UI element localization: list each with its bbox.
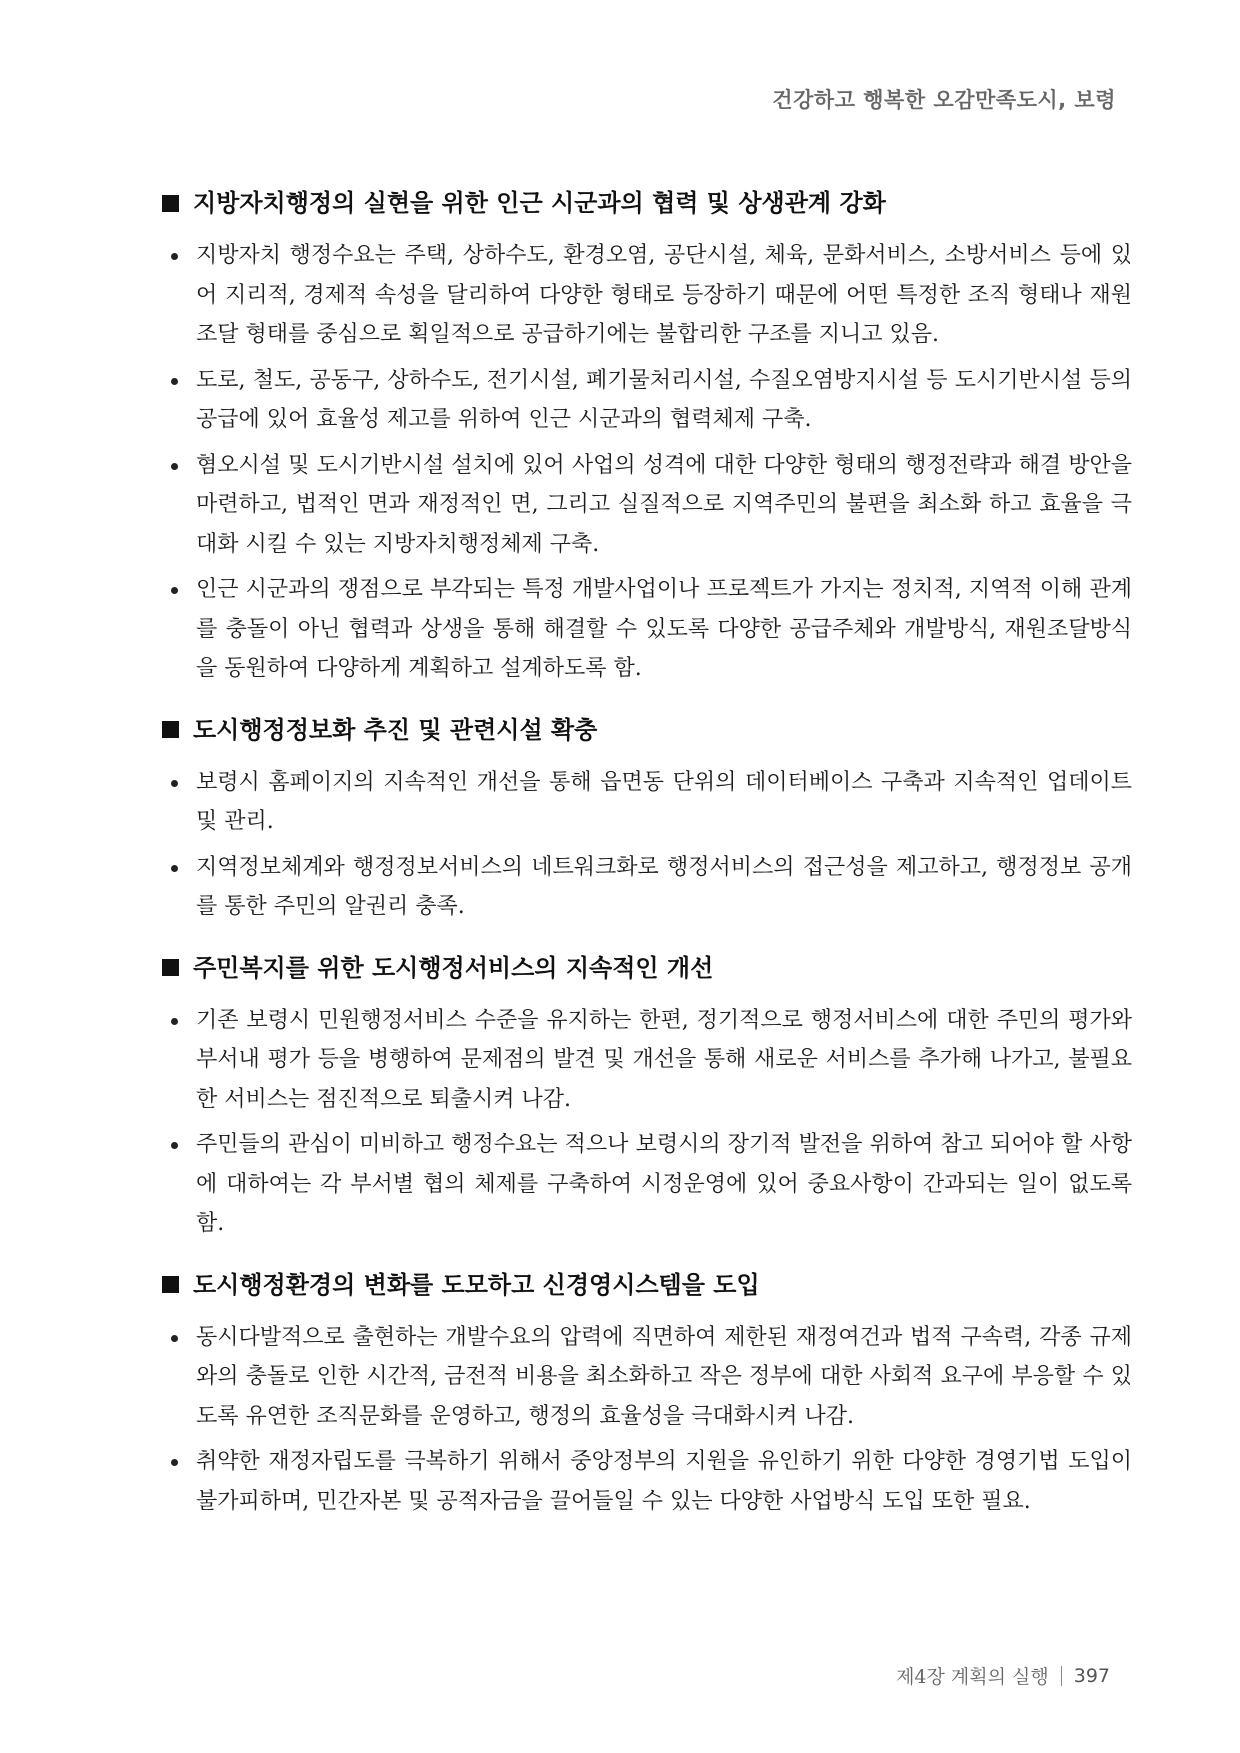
square-bullet-icon xyxy=(162,721,179,738)
page-number: 397 xyxy=(1073,1664,1110,1687)
list-item-text: 보령시 홈페이지의 지속적인 개선을 통해 읍면동 단위의 데이터베이스 구축과 지속적인 업데이트 및 관리. xyxy=(196,769,1132,834)
list-item-text: 기존 보령시 민원행정서비스 수준을 유지하는 한편, 정기적으로 행정서비스에 대한 주민의 평가와 부서내 평가 등을 병행하여 문제점의 발견 및 개선을 통해 새로운 서비스를 추가해 나가고, 불필요한 서비스는 점진적으로 퇴출시켜 나감. xyxy=(196,1007,1132,1112)
list-item xyxy=(162,848,1132,927)
list-item xyxy=(162,361,1132,440)
bullet-dot-icon xyxy=(171,1142,178,1149)
bullet-dot-icon xyxy=(171,463,178,470)
list-item-text: 주민들의 관심이 미비하고 행정수요는 적으나 보령시의 장기적 발전을 위하여 참고 되어야 할 사항에 대하여는 각 부서별 협의 체제를 구축하여 시정운영에 있어 중요사항이 간과되는 일이 없도록 함. xyxy=(196,1132,1132,1236)
bullet-dot-icon xyxy=(171,780,178,787)
section-heading-text: 지방자치행정의 실현을 위한 인근 시군과의 협력 및 상생관계 강화 xyxy=(193,189,886,217)
section-heading-text: 도시행정정보화 추진 및 관련시설 확충 xyxy=(193,715,598,744)
bullet-list xyxy=(162,763,1132,927)
section-heading xyxy=(162,1266,1132,1304)
bullet-dot-icon xyxy=(171,1459,178,1466)
list-item-text: 동시다발적으로 출현하는 개발수요의 압력에 직면하여 제한된 재정여건과 법적 구속력, 각종 규제와의 충돌로 인한 시간적, 금전적 비용을 최소화하고 작은 정부에 대한 사회적 요구에 부응할 수 있도록 유연한 조직문화를 운영하고, 행정의 효율성을 극대화시켜 나감. xyxy=(196,1324,1132,1429)
bullet-dot-icon xyxy=(171,253,178,260)
square-bullet-icon xyxy=(162,1276,179,1293)
section-heading xyxy=(162,711,1132,749)
list-item xyxy=(162,1125,1132,1244)
list-item-text: 지방자치 행정수요는 주택, 상하수도, 환경오염, 공단시설, 체육, 문화서비스, 소방서비스 등에 있어 지리적, 경제적 속성을 달리하여 다양한 형태로 등장하기 때문에 어떤 특정한 조직 형태나 재원조달 형태를 중심으로 획일적으로 공급하기에는 불합리한 구조를 지니고 있음. xyxy=(196,243,1132,347)
section-management xyxy=(162,1266,1132,1522)
section-heading-text: 도시행정환경의 변화를 도모하고 신경영시스템을 도입 xyxy=(193,1270,760,1299)
list-item-text: 지역정보체계와 행정정보서비스의 네트워크화로 행정서비스의 접근성을 제고하고, 행정정보 공개를 통한 주민의 알권리 충족. xyxy=(196,854,1132,919)
square-bullet-icon xyxy=(162,959,179,976)
list-item xyxy=(162,1318,1132,1437)
document-body xyxy=(162,184,1132,1543)
list-item xyxy=(162,763,1132,842)
list-item xyxy=(162,1001,1132,1120)
bullet-dot-icon xyxy=(171,1335,178,1342)
section-welfare xyxy=(162,949,1132,1244)
list-item-text: 도로, 철도, 공동구, 상하수도, 전기시설, 폐기물처리시설, 수질오염방지시설 등 도시기반시설 등의 공급에 있어 효율성 제고를 위하여 인근 시군과의 협력체제 구축. xyxy=(196,367,1132,432)
list-item xyxy=(162,1442,1132,1521)
running-header: 건강하고 행복한 오감만족도시, 보령 xyxy=(772,88,1116,112)
footer-chapter: 제4장 계획의 실행 xyxy=(896,1666,1049,1688)
bullet-list xyxy=(162,236,1132,689)
section-heading xyxy=(162,949,1132,987)
section-cooperation xyxy=(162,184,1132,689)
list-item xyxy=(162,446,1132,565)
list-item xyxy=(162,236,1132,355)
bullet-dot-icon xyxy=(171,378,178,385)
list-item-text: 인근 시군과의 쟁점으로 부각되는 특정 개발사업이나 프로젝트가 가지는 정치적, 지역적 이해 관계를 충돌이 아닌 협력과 상생을 통해 해결할 수 있도록 다양한 공급주체와 개발방식, 재원조달방식을 동원하여 다양하게 계획하고 설계하도록 함. xyxy=(196,577,1132,681)
footer-divider xyxy=(1061,1666,1062,1686)
section-heading-text: 주민복지를 위한 도시행정서비스의 지속적인 개선 xyxy=(193,953,714,982)
bullet-dot-icon xyxy=(171,587,178,594)
square-bullet-icon xyxy=(162,195,179,212)
bullet-dot-icon xyxy=(171,865,178,872)
bullet-dot-icon xyxy=(171,1018,178,1025)
page-footer xyxy=(896,1662,1110,1689)
list-item-text: 취약한 재정자립도를 극복하기 위해서 중앙정부의 지원을 유인하기 위한 다양한 경영기법 도입이 불가피하며, 민간자본 및 공적자금을 끌어들일 수 있는 다양한 사업방식 도입 또한 필요. xyxy=(196,1449,1132,1514)
list-item-text: 혐오시설 및 도시기반시설 설치에 있어 사업의 성격에 대한 다양한 형태의 행정전략과 해결 방안을 마련하고, 법적인 면과 재정적인 면, 그리고 실질적으로 지역주민의 불편을 최소화 하고 효율을 극대화 시킬 수 있는 지방자치행정체제 구축. xyxy=(196,452,1132,557)
list-item xyxy=(162,570,1132,689)
section-heading xyxy=(162,184,1132,222)
bullet-list xyxy=(162,1001,1132,1244)
section-informatization xyxy=(162,711,1132,927)
bullet-list xyxy=(162,1318,1132,1522)
